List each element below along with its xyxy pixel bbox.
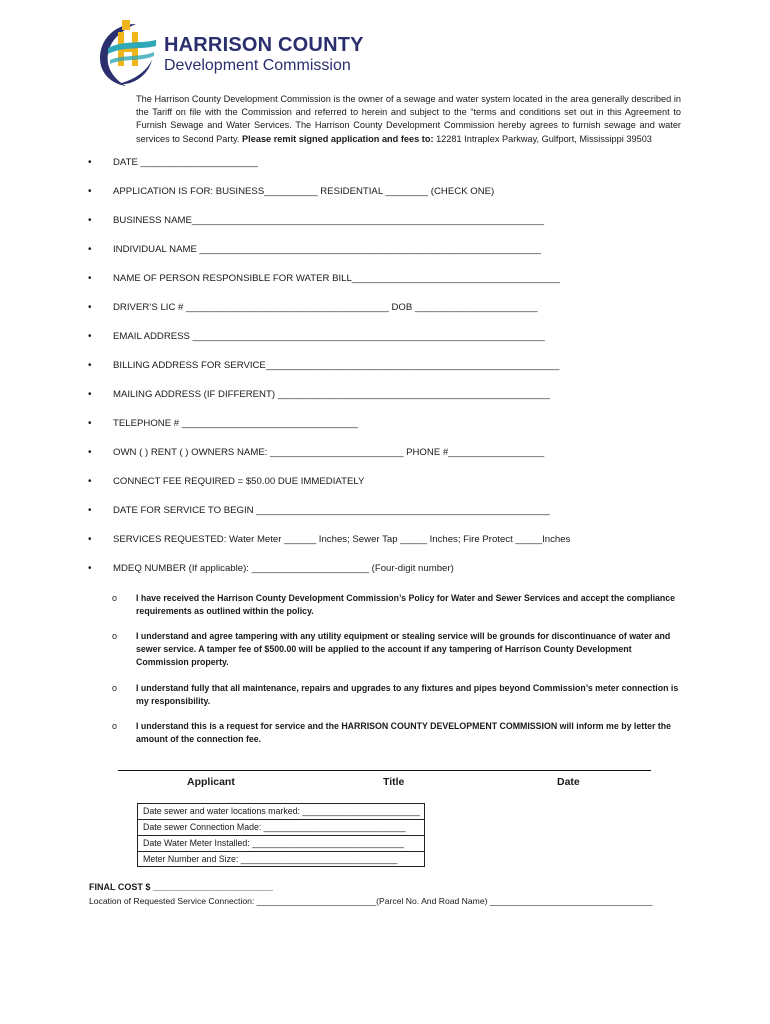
bullet: •: [88, 244, 92, 255]
circle-bullet: o: [112, 593, 118, 603]
circle-bullet: o: [112, 631, 118, 641]
field-label: NAME OF PERSON RESPONSIBLE FOR WATER BILL_______________________________________: [113, 273, 560, 284]
bullet: •: [88, 331, 92, 342]
final-cost-field[interactable]: FINAL COST $ ________________________: [89, 882, 273, 892]
field-telephone[interactable]: [88, 418, 358, 429]
field-application-type[interactable]: [88, 186, 494, 197]
bullet: •: [88, 157, 92, 168]
signature-applicant-label: Applicant: [187, 776, 235, 788]
office-row-meter-installed[interactable]: Date Water Meter Installed: _______________________________: [138, 836, 424, 852]
bullet: •: [88, 302, 92, 313]
field-connect-fee: [88, 476, 364, 487]
bullet: •: [88, 215, 92, 226]
field-label: BUSINESS NAME__________________________________________________________________: [113, 215, 545, 226]
field-billing-address[interactable]: [88, 360, 559, 371]
field-responsible-person[interactable]: [88, 273, 560, 284]
condition-text: I understand fully that all maintenance, repairs and upgrades to any fixtures and pipes beyond Commission’s meter connection is my responsibility.: [136, 683, 679, 706]
field-label: CONNECT FEE REQUIRED = $50.00 DUE IMMEDIATELY: [113, 476, 365, 487]
circle-bullet: o: [112, 683, 118, 693]
service-location-field[interactable]: Location of Requested Service Connection: _________________________(Parcel No. And Road Name) __________________________________: [89, 896, 653, 906]
condition-text: I understand this is a request for service and the HARRISON COUNTY DEVELOPMENT COMMISSION will inform me by letter the amount of the connection fee.: [136, 721, 672, 744]
office-row-meter-number[interactable]: Meter Number and Size: ________________________________: [143, 854, 398, 864]
org-subtitle: Development Commission: [164, 57, 351, 74]
field-label: DATE ______________________: [113, 157, 258, 168]
logo-emblem-icon: [96, 18, 160, 88]
field-label: BILLING ADDRESS FOR SERVICE_______________________________________________________: [113, 360, 560, 371]
office-row-connection-made[interactable]: Date sewer Connection Made: _____________________________: [138, 820, 424, 836]
bullet: •: [88, 447, 92, 458]
condition-connection-fee: [112, 720, 682, 746]
harrison-county-logo: [96, 18, 376, 88]
field-label: DRIVER’S LIC # ______________________________________ DOB _______________________: [113, 302, 538, 313]
circle-bullet: o: [112, 721, 118, 731]
remit-instruction: Please remit signed application and fees to:: [242, 133, 434, 144]
condition-policy-received: [112, 592, 682, 618]
bullet: •: [88, 476, 92, 487]
bullet: •: [88, 360, 92, 371]
field-label: APPLICATION IS FOR: BUSINESS__________ RESIDENTIAL ________ (CHECK ONE): [113, 186, 495, 197]
condition-text: I understand and agree tampering with any utility equipment or stealing service will be grounds for discontinuance of water and sewer service. A tamper fee of $500.00 will be applied to the account if any tampering of Harrison County Development Commission property.: [136, 631, 671, 667]
bullet: •: [88, 186, 92, 197]
field-label: INDIVIDUAL NAME ________________________________________________________________: [113, 244, 542, 255]
signature-title-label: Title: [383, 776, 405, 788]
field-mdeq-number[interactable]: [88, 563, 454, 574]
office-use-box: [137, 803, 425, 867]
condition-text: I have received the Harrison County Development Commission’s Policy for Water and Sewer Services and accept the compliance requirements as outlined within the policy.: [136, 593, 676, 616]
field-own-rent[interactable]: [88, 447, 544, 458]
field-email[interactable]: [88, 331, 545, 342]
bullet: •: [88, 418, 92, 429]
field-services-requested[interactable]: [88, 534, 570, 545]
org-name: HARRISON COUNTY: [164, 34, 364, 56]
remit-address: 12281 Intraplex Parkway, Gulfport, Mississippi 39503: [433, 133, 652, 144]
intro-text: The Harrison County Development Commission is the owner of a sewage and water system located in the area generally described in the Tariff on file with the Commission and referred to herein and subject to the “terms and conditions set out in this Agreement to Furnish Sewage and Water Services. The Harrison County Development Commission hereby agrees to furnish sewage and water services to Second Party.: [136, 94, 681, 144]
bullet: •: [88, 534, 92, 545]
intro-paragraph: [136, 93, 681, 146]
signature-date-label: Date: [557, 776, 580, 788]
bullet: •: [88, 505, 92, 516]
field-date[interactable]: [88, 157, 258, 168]
signature-line[interactable]: [118, 770, 651, 771]
field-label: MDEQ NUMBER (If applicable): ______________________ (Four-digit number): [113, 563, 454, 574]
field-label: DATE FOR SERVICE TO BEGIN _______________________________________________________: [113, 505, 550, 516]
field-service-start-date[interactable]: [88, 505, 550, 516]
condition-tampering: [112, 630, 682, 669]
field-drivers-license[interactable]: [88, 302, 538, 313]
field-mailing-address[interactable]: [88, 389, 550, 400]
field-label: TELEPHONE # _________________________________: [113, 418, 358, 429]
field-label: EMAIL ADDRESS __________________________________________________________________: [113, 331, 545, 342]
bullet: •: [88, 273, 92, 284]
bullet: •: [88, 563, 92, 574]
bullet: •: [88, 389, 92, 400]
field-label: OWN ( ) RENT ( ) OWNERS NAME: _________________________ PHONE #__________________: [113, 447, 545, 458]
condition-maintenance: [112, 682, 682, 708]
field-individual-name[interactable]: [88, 244, 541, 255]
field-label: MAILING ADDRESS (IF DIFFERENT) ___________________________________________________: [113, 389, 550, 400]
field-label: SERVICES REQUESTED: Water Meter ______ Inches; Sewer Tap _____ Inches; Fire Protect _____Inches: [113, 534, 571, 545]
field-business-name[interactable]: [88, 215, 544, 226]
office-row-locations-marked[interactable]: Date sewer and water locations marked: ________________________: [138, 804, 424, 820]
